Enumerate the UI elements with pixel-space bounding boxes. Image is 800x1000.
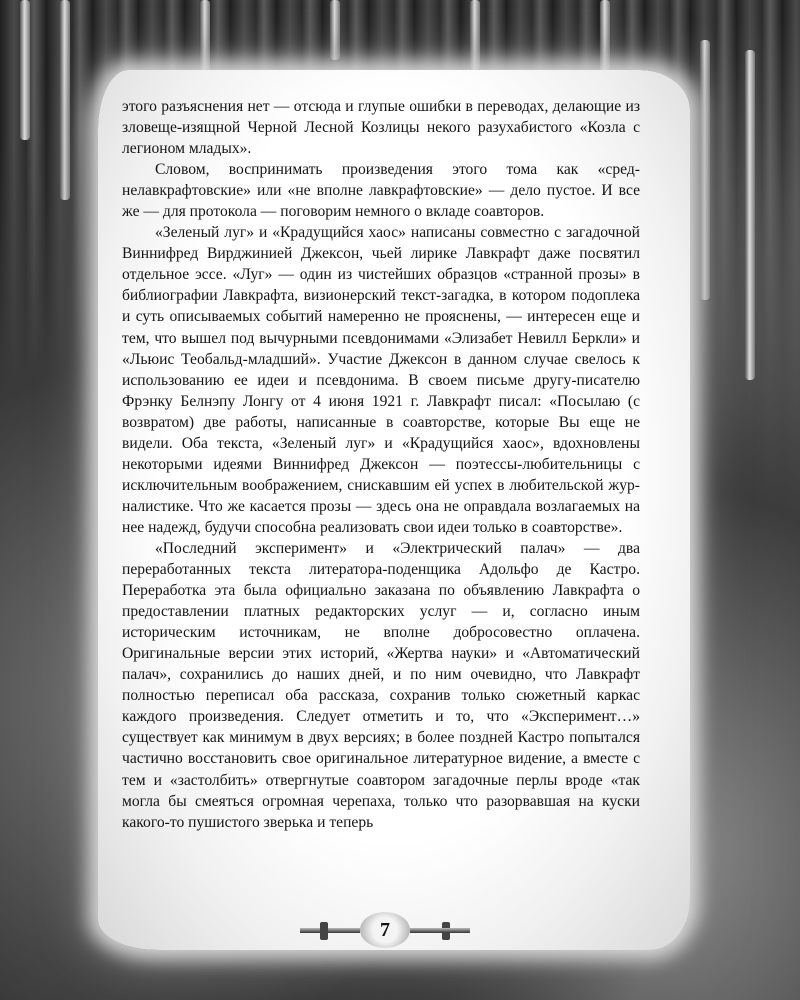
pipe-ornament: [60, 0, 70, 200]
pipe-ornament: [470, 0, 480, 70]
pipe-ornament: [745, 50, 755, 380]
footer-knob: [320, 922, 328, 940]
body-text: [122, 96, 640, 833]
page-footer-ornament: [300, 912, 470, 948]
paragraph: «Последний эксперимент» и «Электрический палач» — два переработанных текста литератора-поденщика Адольфо де Кастро. Переработка эта была официально заказана по объявлению Лавкрафта о предоставлении платных редакторских услуг — и, согласно иным историческим источникам, не вполне добросовестно оплачена. Оригинальные версии этих историй, «Жертва науки» и «Автоматический палач», сохранились до наших дней, и по ним очевидно, что Лавкрафт полностью переписал оба рассказа, сохранив только сюжетный каркас каждого произведения. Следует отметить и то, что «Эксперимент…» существует как минимум в двух версиях; в более поздней Кастро попытался частично восстановить свое оригинальное литературное видение, а вместе с тем и «застолбить» отвергнутые соавтором загадочные перлы вроде «так могла бы смеяться огромная черепаха, только что разорвавшая на куски какого-то пушистого зверька и теперь: [122, 539, 640, 831]
paragraph: Словом, воспринимать произведения этого тома как «среднелавкрафтовские» или «не вполне лавкрафтовские» — дело пустое. И все же — для протокола — поговорим немного о вкладе соавторов.: [122, 161, 640, 221]
pipe-ornament: [600, 0, 610, 80]
pipe-ornament: [700, 40, 710, 300]
paragraph: этого разъяснения нет — отсюда и глупые ошибки в переводах, делающие из зловеще-изящной Черной Лесной Козлицы некого разухабистого «Козла с легионом младых».: [122, 98, 640, 158]
page-number: 7: [360, 912, 410, 948]
paragraph: «Зеленый луг» и «Крадущийся хаос» написаны совместно с загадочной Виннифред Вирджинией Джексон, чьей лирике Лавкрафт даже посвятил отдельное эссе. «Луг» — один из чистейших образцов «странной прозы» в библиографии Лавкрафта, визионерский текст-загадка, в котором подоплека и суть описываемых событий намеренно не прояснены, — интересен еще и тем, что вышел под вычурными псевдонимами «Элизабет Невилл Беркли» и «Льюис Теобальд-младший». Участие Джексон в данном случае свелось к использованию ее идеи и псевдонима. В своем письме другу-писателю Фрэнку Белнэпу Лонгу от 4 июня 1921 г. Лавкрафт писал: «Посылаю (с возвратом) две работы, написанные в соавторстве, которые Вы еще не видели. Оба текста, «Зеленый луг» и «Крадущийся хаос», вдохновлены некоторыми идеями Виннифред Джексон — поэтессы-любительницы с исключительным воображением, снискавшим ей успех в любительской журналистике. Что же касается прозы — здесь она не оправдала возлагаемых на нее надежд, будучи способна реализовать свои идеи только в соавторстве».: [122, 224, 640, 536]
pipe-ornament: [330, 0, 340, 60]
pipe-ornament: [20, 0, 30, 140]
footer-bar-right: [410, 928, 470, 933]
footer-bar-left: [300, 928, 360, 933]
